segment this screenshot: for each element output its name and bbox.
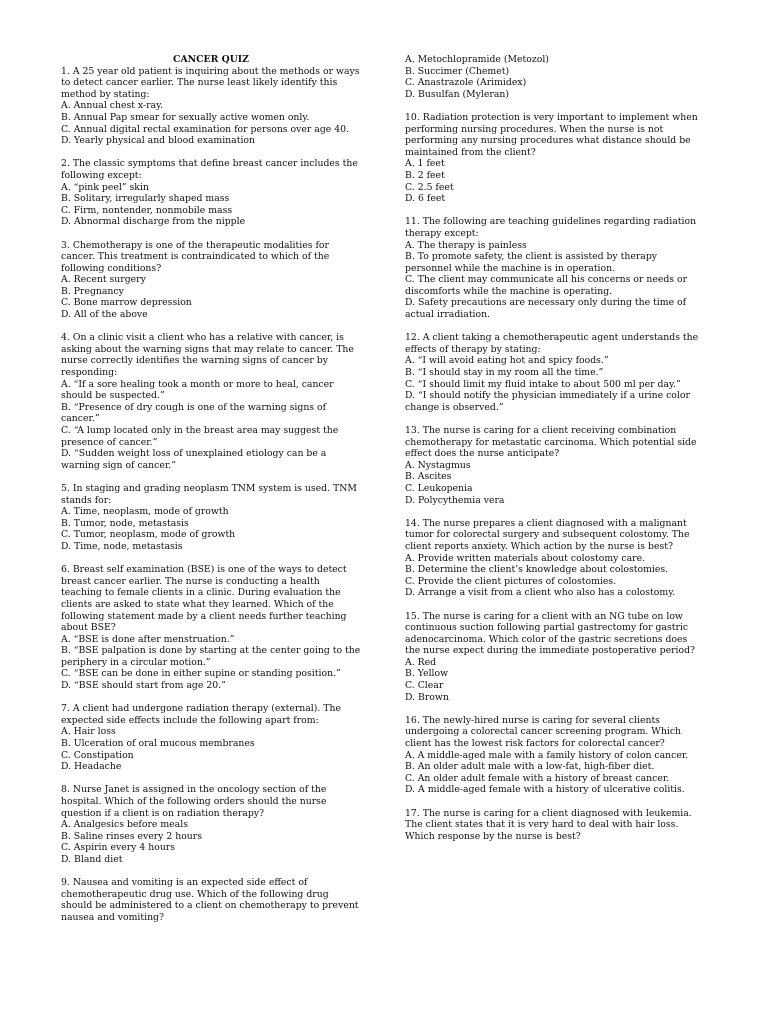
answer-option: C. Aspirin every 4 hours — [61, 842, 176, 854]
answer-option: A. “If a sore healing took a month or more to heal, cancer should be suspected.” — [61, 378, 334, 402]
right-column — [405, 54, 705, 854]
question-block — [61, 784, 361, 865]
answer-option: C. An older adult female with a history of breast cancer. — [405, 772, 670, 784]
question-stem: 1. A 25 year old patient is inquiring about the methods or ways to detect cancer earlier. The nurse least likely identify this method by stating: — [61, 65, 360, 100]
answer-option: D. 6 feet — [405, 193, 446, 205]
question-block — [61, 877, 361, 923]
answer-options — [405, 158, 705, 204]
answer-options — [405, 355, 705, 413]
question-block — [405, 54, 705, 100]
answer-options — [61, 100, 361, 146]
answer-option: C. Leukopenia — [405, 482, 473, 494]
answer-options — [61, 506, 361, 552]
answer-options — [405, 240, 705, 321]
answer-option: D. Headache — [61, 761, 122, 773]
answer-option: A. Metochlopramide (Metozol) — [405, 54, 549, 65]
answer-option: B. “BSE palpation is done by starting at the center going to the periphery in a circular motion.” — [61, 645, 361, 668]
question-block — [405, 611, 705, 704]
answer-options — [405, 657, 705, 703]
answer-option: A. The therapy is painless — [405, 239, 527, 251]
question-block — [405, 715, 705, 796]
answer-option: B. Saline rinses every 2 hours — [61, 830, 203, 842]
question-stem: 12. A client taking a chemotherapeutic agent understands the effects of therapy by stating: — [405, 332, 699, 355]
question-stem: 8. Nurse Janet is assigned in the oncology section of the hospital. Which of the following orders should the nurse question if a client is on radiation therapy? — [61, 784, 327, 819]
answer-options — [61, 819, 361, 865]
answer-option: A. Nystagmus — [405, 459, 471, 471]
question-block — [405, 518, 705, 599]
question-block — [405, 216, 705, 320]
answer-option: D. Bland diet — [61, 853, 123, 865]
answer-option: D. “BSE should start from age 20.” — [61, 680, 226, 692]
answer-option: D. Yearly physical and blood examination — [61, 135, 256, 147]
answer-option: B. Yellow — [405, 668, 449, 680]
question-stem: 11. The following are teaching guidelines regarding radiation therapy except: — [405, 216, 697, 239]
question-block — [61, 483, 361, 553]
answer-options — [61, 182, 361, 228]
answer-option: A. Red — [405, 656, 437, 668]
question-stem: 10. Radiation protection is very important to implement when performing nursing procedures. When the nurse is not performing any nursing procedures what distance should be maintained from the client? — [405, 111, 698, 158]
answer-option: C. “BSE can be done in either supine or standing position.” — [61, 668, 341, 680]
answer-option: B. Tumor, node, metastasis — [61, 517, 189, 529]
question-stem: 7. A client had undergone radiation therapy (external). The expected side effects include the following apart from: — [61, 703, 341, 726]
answer-option: B. “Presence of dry cough is one of the warning signs of cancer.” — [61, 401, 327, 425]
question-block — [405, 112, 705, 205]
answer-option: C. Anastrazole (Arimidex) — [405, 77, 527, 89]
answer-options — [405, 460, 705, 506]
question-block — [405, 332, 705, 413]
answer-option: D. Time, node, metastasis — [61, 540, 183, 552]
answer-option: D. A middle-aged female with a history of ulcerative colitis. — [405, 784, 685, 796]
answer-option: D. Busulfan (Myleran) — [405, 88, 509, 100]
question-stem: 15. The nurse is caring for a client with an NG tube on low continuous suction following partial gastrectomy for gastric adenocarcinoma. Which color of the gastric secretions does the nurse expect during the immediate postoperative period? — [405, 610, 696, 657]
answer-option: B. Succimer (Chemet) — [405, 65, 510, 77]
answer-option: B. Annual Pap smear for sexually active women only. — [61, 111, 310, 123]
answer-option: C. “A lump located only in the breast area may suggest the presence of cancer.” — [61, 425, 339, 448]
answer-option: A. Hair loss — [61, 726, 116, 738]
answer-option: A. “BSE is done after menstruation.” — [61, 633, 235, 645]
answer-option: B. “I should stay in my room all the time.” — [405, 367, 604, 379]
answer-option: A. “pink peel” skin — [61, 181, 149, 193]
answer-option: C. Firm, nontender, nonmobile mass — [61, 204, 233, 216]
question-block — [405, 808, 705, 843]
answer-option: A. “I will avoid eating hot and spicy foods.” — [405, 355, 609, 367]
question-stem: 6. Breast self examination (BSE) is one of the ways to detect breast cancer earlier. The nurse is conducting a health teaching to female clients in a clinic. During evaluation the clients are asked to state what they learned. Which of the following statement made by a client needs further teaching about BSE? — [61, 564, 347, 634]
left-column — [61, 54, 361, 935]
answer-option: D. Arrange a visit from a client who also has a colostomy. — [405, 587, 676, 599]
answer-option: C. 2.5 feet — [405, 181, 454, 193]
answer-option: C. Tumor, neoplasm, mode of growth — [61, 529, 236, 541]
question-block — [61, 240, 361, 321]
answer-options — [61, 634, 361, 692]
answer-options — [61, 274, 361, 320]
answer-option: D. “I should notify the physician immediately if a urine color change is observed.” — [405, 390, 690, 413]
question-block — [61, 564, 361, 692]
question-block — [61, 332, 361, 471]
answer-option: C. Constipation — [61, 749, 134, 761]
answer-option: B. An older adult male with a low-fat, high-fiber diet. — [405, 761, 655, 773]
question-stem: 2. The classic symptoms that define breast cancer includes the following except: — [61, 158, 358, 181]
question-stem: 5. In staging and grading neoplasm TNM system is used. TNM stands for: — [61, 482, 357, 506]
question-stem: 3. Chemotherapy is one of the therapeutic modalities for cancer. This treatment is contraindicated to which of the following conditions? — [61, 239, 330, 274]
answer-option: D. All of the above — [61, 309, 148, 321]
question-stem: 16. The newly-hired nurse is caring for several clients undergoing a colorectal cancer screening program. Which client has the lowest risk factors for colorectal cancer? — [405, 714, 682, 750]
left-question-list — [61, 66, 361, 924]
answer-option: C. Annual digital rectal examination for persons over age 40. — [61, 123, 350, 135]
answer-option: C. Bone marrow depression — [61, 297, 192, 309]
answer-option: B. 2 feet — [405, 169, 445, 181]
answer-option: C. The client may communicate all his concerns or needs or discomforts while the machine is operating. — [405, 274, 688, 297]
answer-options — [61, 726, 361, 772]
question-stem: 17. The nurse is caring for a client diagnosed with leukemia. The client states that it is very hard to deal with hair loss. Which response by the nurse is best? — [405, 807, 692, 842]
question-block — [405, 425, 705, 506]
answer-option: A. 1 feet — [405, 158, 445, 170]
answer-option: B. Pregnancy — [61, 285, 124, 297]
answer-option: D. Brown — [405, 691, 449, 703]
answer-options — [405, 750, 705, 796]
answer-option: B. Ascites — [405, 471, 452, 483]
quiz-title: CANCER QUIZ — [173, 54, 249, 65]
question-block — [61, 66, 361, 147]
question-stem: 13. The nurse is caring for a client receiving combination chemotherapy for metastatic carcinoma. Which potential side effect does the nurse anticipate? — [405, 425, 697, 460]
answer-option: B. Determine the client’s knowledge about colostomies. — [405, 564, 669, 576]
answer-option: D. Abnormal discharge from the nipple — [61, 216, 246, 228]
answer-option: C. Provide the client pictures of colostomies. — [405, 575, 617, 587]
answer-option: A. Analgesics before meals — [61, 819, 188, 831]
answer-option: D. “Sudden weight loss of unexplained etiology can be a warning sign of cancer.” — [61, 448, 327, 471]
answer-option: A. Provide written materials about colostomy care. — [405, 552, 646, 564]
answer-option: D. Safety precautions are necessary only during the time of actual irradiation. — [405, 297, 687, 321]
answer-options — [61, 379, 361, 472]
answer-option: A. Recent surgery — [61, 274, 146, 286]
answer-option: A. Annual chest x-ray. — [61, 100, 164, 112]
question-stem: 14. The nurse prepares a client diagnosed with a malignant tumor for colorectal surgery and subsequent colostomy. The client reports anxiety. Which action by the nurse is best? — [405, 517, 690, 552]
answer-option: C. Clear — [405, 680, 444, 692]
answer-option: B. Solitary, irregularly shaped mass — [61, 193, 230, 205]
answer-option: A. Time, neoplasm, mode of growth — [61, 506, 229, 518]
question-stem: 9. Nausea and vomiting is an expected side effect of chemotherapeutic drug use. Which of the following drug should be administered to a client on chemotherapy to prevent nausea and vomiting? — [61, 877, 359, 923]
answer-options — [405, 54, 705, 100]
answer-option: D. Polycythemia vera — [405, 494, 505, 506]
answer-option: B. Ulceration of oral mucous membranes — [61, 738, 255, 750]
question-block — [61, 703, 361, 773]
right-question-list — [405, 54, 705, 842]
answer-option: C. “I should limit my fluid intake to about 500 ml per day.” — [405, 378, 681, 390]
answer-options — [405, 553, 705, 599]
question-stem: 4. On a clinic visit a client who has a relative with cancer, is asking about the warning signs that may relate to cancer. The nurse correctly identifies the warning signs of cancer by responding: — [61, 332, 354, 379]
answer-option: B. To promote safety, the client is assisted by therapy personnel while the machine is in operation. — [405, 251, 658, 274]
question-block — [61, 158, 361, 228]
answer-option: A. A middle-aged male with a family history of colon cancer. — [405, 749, 689, 761]
